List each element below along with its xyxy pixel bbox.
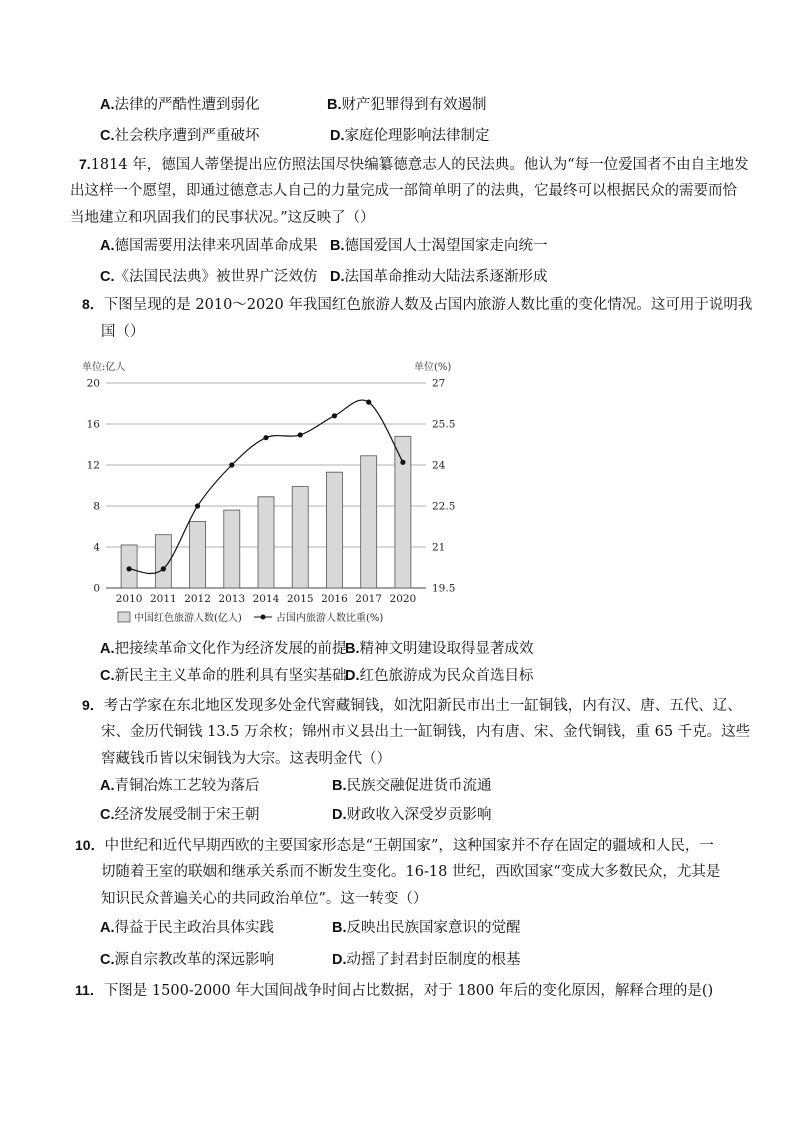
x-tick-label: 2010 <box>115 593 143 605</box>
option-text: 财政收入深受岁贡影响 <box>346 807 492 823</box>
q9-text: 考古学家在东北地区发现多处金代窖藏铜钱，如沈阳新民市出土一缸铜钱，内有汉、唐、五代、辽、 <box>103 698 742 714</box>
option-letter: A. <box>100 920 115 936</box>
q7-option-d[interactable] <box>330 268 548 286</box>
option-letter: C. <box>100 952 115 968</box>
option-letter: C. <box>100 269 115 285</box>
q9-option-c[interactable] <box>100 806 260 824</box>
option-letter: B. <box>327 97 342 113</box>
right-axis-ticks <box>432 378 455 595</box>
x-tick-label: 2012 <box>184 593 211 605</box>
q10-stem-line-2: 切随着王室的联姻和继承关系而不断发生变化。16-18 世纪，西欧国家“变成大多数民众，尤其是 <box>101 864 721 880</box>
q8-option-d[interactable] <box>345 667 534 685</box>
x-tick-label: 2014 <box>252 593 280 605</box>
legend-bar-swatch <box>118 612 130 622</box>
option-text: 德国需要用法律来巩固革命成果 <box>114 238 318 254</box>
q10-text: 中世纪和近代早期西欧的主要国家形态是“王朝国家”，这种国家并不存在固定的疆域和人民，一 <box>104 838 714 854</box>
option-text: 得益于民主政治具体实践 <box>114 920 274 936</box>
option-text: 《法国民法典》被世界广泛效仿 <box>114 269 318 285</box>
right-tick-label: 22.5 <box>432 500 456 513</box>
option-text: 法国革命推动大陆法系逐渐形成 <box>344 269 548 285</box>
bar <box>292 487 308 588</box>
option-text: 社会秩序遭到严重破坏 <box>114 128 260 144</box>
x-tick-label: 2020 <box>389 593 417 605</box>
option-letter: D. <box>345 668 360 684</box>
right-tick-label: 21 <box>432 541 446 554</box>
option-letter: B. <box>332 778 347 794</box>
option-text: 反映出民族国家意识的觉醒 <box>346 920 521 936</box>
line-point <box>263 435 268 440</box>
x-tick-label: 2013 <box>218 593 246 605</box>
q6-option-b[interactable] <box>327 96 487 114</box>
option-letter: D. <box>332 807 347 823</box>
legend-line-label: 占国内旅游人数比重(%) <box>276 613 384 624</box>
bar <box>258 497 274 588</box>
left-tick-label: 12 <box>86 459 100 472</box>
q7-stem-line-3: 当地建立和巩固我们的民事状况。”这反映了（） <box>70 210 375 226</box>
option-text: 精神文明建设取得显著成效 <box>359 641 534 657</box>
q9-option-b[interactable] <box>332 777 492 795</box>
q9-option-a[interactable] <box>100 777 260 795</box>
option-letter: D. <box>330 269 345 285</box>
option-letter: A. <box>100 641 115 657</box>
option-text: 新民主主义革命的胜利具有坚实基础 <box>114 668 347 684</box>
left-axis-ticks <box>87 378 101 595</box>
option-letter: D. <box>330 128 345 144</box>
option-letter: C. <box>100 668 115 684</box>
option-text: 法律的严酷性遭到弱化 <box>114 97 260 113</box>
line-point <box>127 566 132 571</box>
bar <box>190 521 206 588</box>
q8-option-c[interactable] <box>100 667 347 685</box>
option-text: 源自宗教改革的深远影响 <box>114 952 274 968</box>
question-number: 9． <box>82 697 104 713</box>
option-letter: D. <box>332 952 347 968</box>
option-text: 家庭伦理影响法律制定 <box>344 128 490 144</box>
q6-option-c[interactable] <box>100 127 260 145</box>
left-tick-label: 16 <box>86 418 100 431</box>
q7-option-b[interactable] <box>330 237 548 255</box>
bar <box>395 436 411 588</box>
q10-option-a[interactable] <box>100 919 274 937</box>
q8-option-a[interactable] <box>100 640 347 658</box>
q7-stem-line-1 <box>79 155 749 174</box>
q7-option-c[interactable] <box>100 268 318 286</box>
bar <box>326 472 342 588</box>
q8-stem-line-2: 国（） <box>101 324 145 340</box>
q9-stem-line-1 <box>82 696 742 715</box>
q10-stem-line-3: 知识民众普遍关心的共同政治单位”。这一转变（） <box>101 891 428 907</box>
question-number: 7. <box>79 156 91 172</box>
option-text: 把接续革命文化作为经济发展的前提 <box>114 641 347 657</box>
option-letter: B. <box>332 920 347 936</box>
option-letter: A. <box>100 778 115 794</box>
q10-option-c[interactable] <box>100 951 274 969</box>
q9-stem-line-2: 宋、金历代铜钱 13.5 万余枚；锦州市义县出土一缸铜钱，内有唐、宋、金代铜钱，重 65 千克。这些 <box>101 724 751 740</box>
q6-option-d[interactable] <box>330 127 490 145</box>
line-point <box>400 460 405 465</box>
legend-bar-label: 中国红色旅游人数(亿人) <box>134 613 242 624</box>
option-text: 德国爱国人士渴望国家走向统一 <box>344 238 548 254</box>
left-tick-label: 0 <box>93 582 100 595</box>
option-letter: B. <box>330 238 345 254</box>
q7-option-a[interactable] <box>100 237 318 255</box>
option-text: 红色旅游成为民众首选目标 <box>359 668 534 684</box>
q9-option-d[interactable] <box>332 806 492 824</box>
option-letter: A. <box>100 97 115 113</box>
legend-line-marker <box>261 615 266 620</box>
x-tick-label: 2017 <box>355 593 383 605</box>
right-tick-label: 24 <box>432 459 446 472</box>
question-number: 11． <box>75 982 104 998</box>
q6-option-a[interactable] <box>100 96 260 114</box>
x-tick-label: 2015 <box>286 593 314 605</box>
line-point <box>332 413 337 418</box>
q10-option-d[interactable] <box>332 951 521 969</box>
q8-stem-line-1 <box>82 295 752 314</box>
option-letter: C. <box>100 128 115 144</box>
right-tick-label: 25.5 <box>432 418 456 431</box>
left-tick-label: 4 <box>93 541 100 554</box>
q10-option-b[interactable] <box>332 919 521 937</box>
left-unit-label: 单位:亿人 <box>82 362 126 373</box>
right-tick-label: 27 <box>432 377 446 390</box>
x-axis-ticks <box>116 593 417 605</box>
q7-text: 1814 年，德国人蒂堡提出应仿照法国尽快编纂德意志人的民法典。他认为“每一位爱国者不由自主地发 <box>90 157 749 173</box>
right-unit-label: 单位(%) <box>414 362 452 373</box>
line-point <box>229 462 234 467</box>
q8-text: 下图呈现的是 2010～2020 年我国红色旅游人数及占国内旅游人数比重的变化情况。这可用于说明我 <box>103 297 753 313</box>
q9-stem-line-3: 窖藏钱币皆以宋铜钱为大宗。这表明金代（） <box>101 751 391 767</box>
question-number: 10． <box>75 837 105 853</box>
option-text: 财产犯罪得到有效遏制 <box>341 97 487 113</box>
q8-option-b[interactable] <box>345 640 534 658</box>
x-tick-label: 2016 <box>321 593 348 605</box>
bar-series <box>121 436 411 588</box>
q10-stem-line-1 <box>75 836 714 855</box>
option-letter: B. <box>345 641 360 657</box>
q7-stem-line-2: 出这样一个愿望，即通过德意志人自己的力量完成一部简单明了的法典，它最终可以根据民众的需要而恰 <box>70 183 737 199</box>
option-letter: C. <box>100 807 115 823</box>
bar <box>361 456 377 588</box>
q11-stem-line-1 <box>75 981 713 1000</box>
left-tick-label: 20 <box>86 377 100 390</box>
red-tourism-chart <box>78 356 468 632</box>
line-point <box>298 432 303 437</box>
option-letter: A. <box>100 238 115 254</box>
q11-text: 下图是 1500-2000 年大国间战争时间占比数据，对于 1800 年后的变化原因，解释合理的是() <box>103 983 714 999</box>
bar <box>224 510 240 588</box>
option-text: 民族交融促进货币流通 <box>346 778 492 794</box>
legend <box>118 611 383 624</box>
x-tick-label: 2011 <box>149 593 177 605</box>
line-point <box>161 566 166 571</box>
option-text: 动摇了封君封臣制度的根基 <box>346 952 521 968</box>
line-point <box>366 400 371 405</box>
question-number: 8． <box>82 296 104 312</box>
option-text: 青铜冶炼工艺较为落后 <box>114 778 260 794</box>
right-tick-label: 19.5 <box>432 582 456 595</box>
left-tick-label: 8 <box>93 500 100 513</box>
option-text: 经济发展受制于宋王朝 <box>114 807 260 823</box>
line-point <box>195 503 200 508</box>
